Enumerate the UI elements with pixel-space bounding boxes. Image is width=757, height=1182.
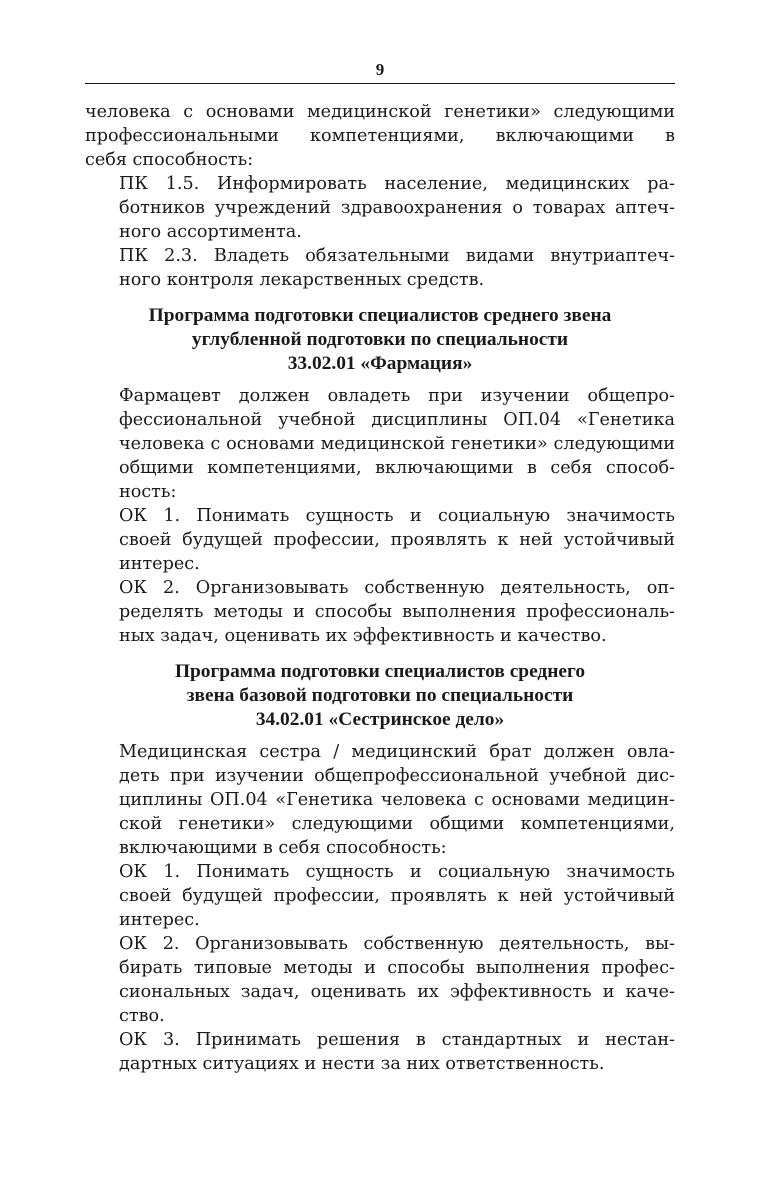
page-body	[85, 100, 675, 1076]
text-line: циплины ОП.04 «Генетика человека с основами медицин-	[119, 790, 675, 810]
page-number: 9	[375, 60, 385, 79]
section-heading	[85, 304, 675, 376]
text-line: Медицинская сестра / медицинский брат должен овла-	[119, 742, 675, 762]
heading-line: Программа подготовки специалистов среднего	[174, 661, 586, 682]
text-line: себя способность:	[85, 150, 254, 170]
paragraph	[85, 1028, 675, 1076]
section-heading	[85, 660, 675, 732]
paragraph	[85, 740, 675, 860]
text-line: деть при изучении общепрофессиональной учебной дис-	[119, 766, 675, 786]
text-line: бирать типовые методы и способы выполнения профес-	[119, 958, 675, 978]
text-line: ного ассортимента.	[119, 222, 302, 242]
text-line: ской генетики» следующими общими компетенциями,	[119, 814, 675, 834]
heading-line: 34.02.01 «Сестринское дело»	[255, 709, 505, 730]
text-line: сиональных задач, оценивать их эффективность и каче-	[119, 982, 675, 1002]
text-line: ство.	[119, 1006, 165, 1026]
text-line: ПК 2.3. Владеть обязательными видами внутриаптеч-	[119, 246, 675, 266]
text-line: ОК 1. Понимать сущность и социальную значимость	[119, 862, 675, 882]
text-line: ОК 2. Организовывать собственную деятельность, оп-	[119, 578, 675, 598]
text-line: ных задач, оценивать их эффективность и качество.	[119, 626, 607, 646]
paragraph	[85, 172, 675, 244]
heading-line: Программа подготовки специалистов среднего звена	[148, 305, 612, 326]
paragraph	[85, 860, 675, 932]
text-line: ОК 1. Понимать сущность и социальную значимость	[119, 506, 675, 526]
text-line: Фармацевт должен овладеть при изучении общепро-	[119, 386, 675, 406]
text-line: своей будущей профессии, проявлять к ней устойчивый	[119, 530, 675, 550]
text-line: ОК 2. Организовывать собственную деятельность, вы-	[119, 934, 675, 954]
header-rule	[85, 83, 675, 84]
paragraph	[85, 384, 675, 504]
heading-line: 33.02.01 «Фармация»	[287, 353, 473, 374]
text-line: ботников учреждений здравоохранения о товарах аптеч-	[119, 198, 675, 218]
paragraph	[85, 504, 675, 576]
text-line: человека с основами медицинской генетики» следующими	[119, 434, 675, 454]
paragraph	[85, 576, 675, 648]
text-line: дартных ситуациях и нести за них ответственность.	[119, 1054, 605, 1074]
text-line: ность:	[119, 482, 177, 502]
text-line: ного контроля лекарственных средств.	[119, 270, 485, 290]
text-line: профессиональными компетенциями, включающими в	[85, 126, 675, 146]
paragraph	[85, 244, 675, 292]
text-line: общими компетенциями, включающими в себя способ-	[119, 458, 675, 478]
heading-line: углубленной подготовки по специальности	[191, 329, 569, 350]
book-page	[85, 58, 675, 1076]
text-line: включающими в себя способность:	[119, 838, 447, 858]
text-line: ПК 1.5. Информировать население, медицинских ра-	[119, 174, 675, 194]
text-line: ределять методы и способы выполнения профессиональ-	[119, 602, 675, 622]
text-line: интерес.	[119, 554, 200, 574]
text-line: интерес.	[119, 910, 200, 930]
heading-line: звена базовой подготовки по специальности	[186, 685, 574, 706]
paragraph	[85, 932, 675, 1028]
paragraph	[85, 100, 675, 172]
text-line: фессиональной учебной дисциплины ОП.04 «Генетика	[119, 410, 675, 430]
text-line: человека с основами медицинской генетики» следующими	[85, 102, 675, 122]
text-line: ОК 3. Принимать решения в стандартных и нестан-	[119, 1030, 675, 1050]
text-line: своей будущей профессии, проявлять к ней устойчивый	[119, 886, 675, 906]
